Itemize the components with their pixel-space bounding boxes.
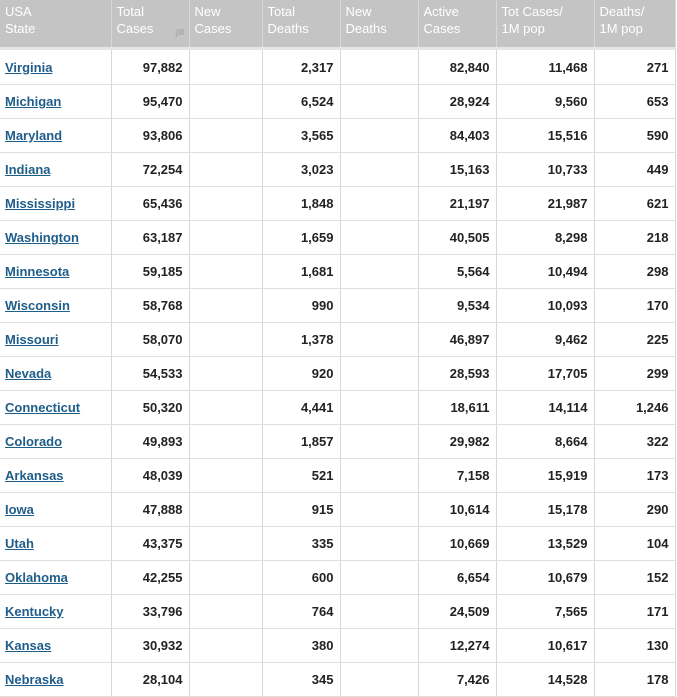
total-deaths-cell: 521 bbox=[262, 459, 340, 493]
sort-arrows-icon[interactable]: ↓↑ bbox=[325, 25, 334, 39]
col-header-new-cases[interactable] bbox=[189, 0, 262, 49]
col-header-state-line1: USA bbox=[5, 4, 32, 19]
total-deaths-cell: 2,317 bbox=[262, 49, 340, 85]
new-deaths-cell bbox=[340, 493, 418, 527]
new-cases-cell bbox=[189, 323, 262, 357]
state-cell bbox=[0, 595, 111, 629]
new-deaths-cell bbox=[340, 629, 418, 663]
active-cases-cell: 40,505 bbox=[418, 221, 496, 255]
state-cell bbox=[0, 289, 111, 323]
new-cases-cell bbox=[189, 595, 262, 629]
deaths-per-1m-cell: 130 bbox=[594, 629, 675, 663]
new-deaths-cell bbox=[340, 187, 418, 221]
new-deaths-cell bbox=[340, 153, 418, 187]
cases-per-1m-cell: 10,494 bbox=[496, 255, 594, 289]
total-cases-cell: 50,320 bbox=[111, 391, 189, 425]
active-cases-cell: 24,509 bbox=[418, 595, 496, 629]
col-header-new-deaths[interactable] bbox=[340, 0, 418, 49]
state-link[interactable]: Mississippi bbox=[5, 196, 76, 211]
cases-per-1m-cell: 10,617 bbox=[496, 629, 594, 663]
state-link[interactable]: Colorado bbox=[5, 434, 63, 449]
new-deaths-cell bbox=[340, 85, 418, 119]
total-deaths-cell: 600 bbox=[262, 561, 340, 595]
new-cases-cell bbox=[189, 85, 262, 119]
total-deaths-cell: 3,565 bbox=[262, 119, 340, 153]
cases-per-1m-cell: 15,178 bbox=[496, 493, 594, 527]
active-cases-cell: 12,274 bbox=[418, 629, 496, 663]
state-cell bbox=[0, 527, 111, 561]
sort-desc-icon[interactable]: ↓≡ bbox=[173, 25, 183, 39]
cases-per-1m-cell: 7,565 bbox=[496, 595, 594, 629]
new-deaths-cell bbox=[340, 289, 418, 323]
deaths-per-1m-cell: 298 bbox=[594, 255, 675, 289]
total-deaths-cell: 4,441 bbox=[262, 391, 340, 425]
total-cases-cell: 54,533 bbox=[111, 357, 189, 391]
new-deaths-cell bbox=[340, 221, 418, 255]
state-link[interactable]: Indiana bbox=[5, 162, 51, 177]
deaths-per-1m-cell: 173 bbox=[594, 459, 675, 493]
new-deaths-cell bbox=[340, 425, 418, 459]
state-link[interactable]: Kansas bbox=[5, 638, 52, 653]
table-row bbox=[0, 459, 675, 493]
active-cases-cell: 84,403 bbox=[418, 119, 496, 153]
state-cell bbox=[0, 119, 111, 153]
active-cases-cell: 5,564 bbox=[418, 255, 496, 289]
total-cases-cell: 47,888 bbox=[111, 493, 189, 527]
new-deaths-cell bbox=[340, 391, 418, 425]
sort-arrows-icon[interactable]: ↓↑ bbox=[403, 25, 412, 39]
new-cases-cell bbox=[189, 391, 262, 425]
deaths-per-1m-cell: 322 bbox=[594, 425, 675, 459]
table-row bbox=[0, 323, 675, 357]
col-header-total-cases-line2: Cases bbox=[116, 21, 154, 36]
col-header-total-deaths[interactable] bbox=[262, 0, 340, 49]
cases-per-1m-cell: 21,987 bbox=[496, 187, 594, 221]
new-cases-cell bbox=[189, 561, 262, 595]
active-cases-cell: 10,614 bbox=[418, 493, 496, 527]
state-cell bbox=[0, 323, 111, 357]
deaths-per-1m-cell: 1,246 bbox=[594, 391, 675, 425]
cases-per-1m-cell: 8,664 bbox=[496, 425, 594, 459]
total-cases-cell: 28,104 bbox=[111, 663, 189, 697]
total-cases-cell: 63,187 bbox=[111, 221, 189, 255]
col-header-active-cases-line2: Cases bbox=[423, 21, 461, 36]
state-cell bbox=[0, 221, 111, 255]
total-deaths-cell: 1,378 bbox=[262, 323, 340, 357]
table-row bbox=[0, 663, 675, 697]
total-cases-cell: 48,039 bbox=[111, 459, 189, 493]
active-cases-cell: 82,840 bbox=[418, 49, 496, 85]
active-cases-cell: 7,426 bbox=[418, 663, 496, 697]
total-deaths-cell: 1,681 bbox=[262, 255, 340, 289]
active-cases-cell: 21,197 bbox=[418, 187, 496, 221]
col-header-cases-per-1m-line1: Tot Cases/ bbox=[501, 4, 563, 19]
new-cases-cell bbox=[189, 187, 262, 221]
deaths-per-1m-cell: 653 bbox=[594, 85, 675, 119]
state-cell bbox=[0, 493, 111, 527]
table-row bbox=[0, 153, 675, 187]
deaths-per-1m-cell: 171 bbox=[594, 595, 675, 629]
deaths-per-1m-cell: 218 bbox=[594, 221, 675, 255]
table-row bbox=[0, 629, 675, 663]
state-link[interactable]: Connecticut bbox=[5, 400, 81, 415]
active-cases-cell: 9,534 bbox=[418, 289, 496, 323]
deaths-per-1m-cell: 225 bbox=[594, 323, 675, 357]
total-deaths-cell: 990 bbox=[262, 289, 340, 323]
state-cell bbox=[0, 561, 111, 595]
state-link[interactable]: Missouri bbox=[5, 332, 59, 347]
total-deaths-cell: 1,857 bbox=[262, 425, 340, 459]
deaths-per-1m-cell: 590 bbox=[594, 119, 675, 153]
col-header-deaths-per-1m-line2: 1M pop bbox=[599, 21, 643, 36]
state-cell bbox=[0, 425, 111, 459]
active-cases-cell: 6,654 bbox=[418, 561, 496, 595]
new-deaths-cell bbox=[340, 255, 418, 289]
cases-per-1m-cell: 9,560 bbox=[496, 85, 594, 119]
sort-arrows-icon[interactable]: ↓↑ bbox=[96, 25, 105, 39]
new-deaths-cell bbox=[340, 595, 418, 629]
total-deaths-cell: 3,023 bbox=[262, 153, 340, 187]
state-link[interactable]: Oklahoma bbox=[5, 570, 68, 585]
total-cases-cell: 72,254 bbox=[111, 153, 189, 187]
cases-per-1m-cell: 14,528 bbox=[496, 663, 594, 697]
state-link[interactable]: Arkansas bbox=[5, 468, 64, 483]
table-row bbox=[0, 289, 675, 323]
total-cases-cell: 95,470 bbox=[111, 85, 189, 119]
new-deaths-cell bbox=[340, 527, 418, 561]
state-cell bbox=[0, 49, 111, 85]
state-cell bbox=[0, 629, 111, 663]
col-header-total-deaths-line2: Deaths bbox=[267, 21, 309, 36]
col-header-new-cases-line1: New bbox=[194, 4, 221, 19]
table-row bbox=[0, 85, 675, 119]
new-deaths-cell bbox=[340, 323, 418, 357]
state-cell bbox=[0, 255, 111, 289]
state-link[interactable]: Washington bbox=[5, 230, 79, 245]
table-row bbox=[0, 493, 675, 527]
total-cases-cell: 43,375 bbox=[111, 527, 189, 561]
total-deaths-cell: 1,659 bbox=[262, 221, 340, 255]
table-row bbox=[0, 49, 675, 85]
col-header-state-line2: State bbox=[5, 21, 36, 36]
col-header-cases-per-1m[interactable] bbox=[496, 0, 594, 49]
total-cases-cell: 58,768 bbox=[111, 289, 189, 323]
new-cases-cell bbox=[189, 629, 262, 663]
new-cases-cell bbox=[189, 357, 262, 391]
table-row bbox=[0, 119, 675, 153]
state-link[interactable]: Michigan bbox=[5, 94, 62, 109]
total-deaths-cell: 380 bbox=[262, 629, 340, 663]
active-cases-cell: 28,593 bbox=[418, 357, 496, 391]
state-link[interactable]: Iowa bbox=[5, 502, 34, 517]
active-cases-cell: 29,982 bbox=[418, 425, 496, 459]
state-cell bbox=[0, 663, 111, 697]
active-cases-cell: 46,897 bbox=[418, 323, 496, 357]
table-row bbox=[0, 425, 675, 459]
sort-arrows-icon[interactable]: ↓↑ bbox=[579, 25, 588, 39]
sort-arrows-icon[interactable]: ↓↑ bbox=[660, 25, 669, 39]
table-row bbox=[0, 527, 675, 561]
total-cases-cell: 42,255 bbox=[111, 561, 189, 595]
cases-per-1m-cell: 15,516 bbox=[496, 119, 594, 153]
active-cases-cell: 18,611 bbox=[418, 391, 496, 425]
col-header-new-deaths-line2: Deaths bbox=[345, 21, 387, 36]
deaths-per-1m-cell: 621 bbox=[594, 187, 675, 221]
total-deaths-cell: 6,524 bbox=[262, 85, 340, 119]
new-cases-cell bbox=[189, 119, 262, 153]
new-deaths-cell bbox=[340, 459, 418, 493]
active-cases-cell: 15,163 bbox=[418, 153, 496, 187]
header-row bbox=[0, 0, 675, 49]
new-cases-cell bbox=[189, 493, 262, 527]
state-cell bbox=[0, 187, 111, 221]
state-cell bbox=[0, 391, 111, 425]
total-deaths-cell: 920 bbox=[262, 357, 340, 391]
state-cell bbox=[0, 357, 111, 391]
new-cases-cell bbox=[189, 459, 262, 493]
total-deaths-cell: 915 bbox=[262, 493, 340, 527]
active-cases-cell: 28,924 bbox=[418, 85, 496, 119]
state-link[interactable]: Nebraska bbox=[5, 672, 64, 687]
table-row bbox=[0, 561, 675, 595]
col-header-total-deaths-line1: Total bbox=[267, 4, 295, 19]
state-link[interactable]: Minnesota bbox=[5, 264, 70, 279]
new-cases-cell bbox=[189, 49, 262, 85]
cases-per-1m-cell: 8,298 bbox=[496, 221, 594, 255]
state-link[interactable]: Nevada bbox=[5, 366, 52, 381]
state-link[interactable]: Virginia bbox=[5, 59, 53, 75]
new-deaths-cell bbox=[340, 663, 418, 697]
col-header-new-deaths-line1: New bbox=[345, 4, 372, 19]
table-body bbox=[0, 49, 675, 697]
cases-per-1m-cell: 15,919 bbox=[496, 459, 594, 493]
deaths-per-1m-cell: 152 bbox=[594, 561, 675, 595]
total-deaths-cell: 764 bbox=[262, 595, 340, 629]
cases-per-1m-cell: 10,093 bbox=[496, 289, 594, 323]
new-cases-cell bbox=[189, 153, 262, 187]
col-header-new-cases-line2: Cases bbox=[194, 21, 232, 36]
cases-per-1m-cell: 9,462 bbox=[496, 323, 594, 357]
new-deaths-cell bbox=[340, 119, 418, 153]
deaths-per-1m-cell: 104 bbox=[594, 527, 675, 561]
sort-arrows-icon[interactable]: ↓↑ bbox=[481, 25, 490, 39]
deaths-per-1m-cell: 178 bbox=[594, 663, 675, 697]
state-cell bbox=[0, 459, 111, 493]
state-cell bbox=[0, 153, 111, 187]
cases-per-1m-cell: 14,114 bbox=[496, 391, 594, 425]
cases-per-1m-cell: 10,733 bbox=[496, 153, 594, 187]
state-link[interactable]: Utah bbox=[5, 536, 34, 551]
total-cases-cell: 30,932 bbox=[111, 629, 189, 663]
new-cases-cell bbox=[189, 289, 262, 323]
total-cases-cell: 97,882 bbox=[111, 49, 189, 85]
deaths-per-1m-cell: 170 bbox=[594, 289, 675, 323]
total-cases-cell: 49,893 bbox=[111, 425, 189, 459]
col-header-total-cases[interactable] bbox=[111, 0, 189, 49]
sort-arrows-icon[interactable]: ↓↑ bbox=[247, 25, 256, 39]
col-header-deaths-per-1m-line1: Deaths/ bbox=[599, 4, 645, 19]
total-cases-cell: 59,185 bbox=[111, 255, 189, 289]
col-header-active-cases-line1: Active bbox=[423, 4, 459, 19]
table-row bbox=[0, 221, 675, 255]
cases-per-1m-cell: 10,679 bbox=[496, 561, 594, 595]
col-header-cases-per-1m-line2: 1M pop bbox=[501, 21, 545, 36]
state-link[interactable]: Maryland bbox=[5, 128, 63, 143]
cases-per-1m-cell: 11,468 bbox=[496, 49, 594, 85]
total-deaths-cell: 345 bbox=[262, 663, 340, 697]
col-header-active-cases[interactable] bbox=[418, 0, 496, 49]
state-cell bbox=[0, 85, 111, 119]
table-row bbox=[0, 187, 675, 221]
total-deaths-cell: 1,848 bbox=[262, 187, 340, 221]
total-deaths-cell: 335 bbox=[262, 527, 340, 561]
state-link[interactable]: Wisconsin bbox=[5, 298, 70, 313]
new-cases-cell bbox=[189, 255, 262, 289]
active-cases-cell: 10,669 bbox=[418, 527, 496, 561]
active-cases-cell: 7,158 bbox=[418, 459, 496, 493]
total-cases-cell: 93,806 bbox=[111, 119, 189, 153]
deaths-per-1m-cell: 290 bbox=[594, 493, 675, 527]
deaths-per-1m-cell: 449 bbox=[594, 153, 675, 187]
new-cases-cell bbox=[189, 663, 262, 697]
cases-per-1m-cell: 13,529 bbox=[496, 527, 594, 561]
new-cases-cell bbox=[189, 425, 262, 459]
new-deaths-cell bbox=[340, 49, 418, 85]
total-cases-cell: 33,796 bbox=[111, 595, 189, 629]
table-row bbox=[0, 255, 675, 289]
new-deaths-cell bbox=[340, 561, 418, 595]
cases-per-1m-cell: 17,705 bbox=[496, 357, 594, 391]
total-cases-cell: 58,070 bbox=[111, 323, 189, 357]
state-link[interactable]: Kentucky bbox=[5, 604, 64, 619]
new-cases-cell bbox=[189, 221, 262, 255]
table-row bbox=[0, 391, 675, 425]
new-deaths-cell bbox=[340, 357, 418, 391]
col-header-state[interactable] bbox=[0, 0, 111, 49]
deaths-per-1m-cell: 299 bbox=[594, 357, 675, 391]
new-cases-cell bbox=[189, 527, 262, 561]
table-row bbox=[0, 357, 675, 391]
table-row bbox=[0, 595, 675, 629]
col-header-deaths-per-1m[interactable] bbox=[594, 0, 675, 49]
total-cases-cell: 65,436 bbox=[111, 187, 189, 221]
col-header-total-cases-line1: Total bbox=[116, 4, 144, 19]
deaths-per-1m-cell: 271 bbox=[594, 49, 675, 85]
